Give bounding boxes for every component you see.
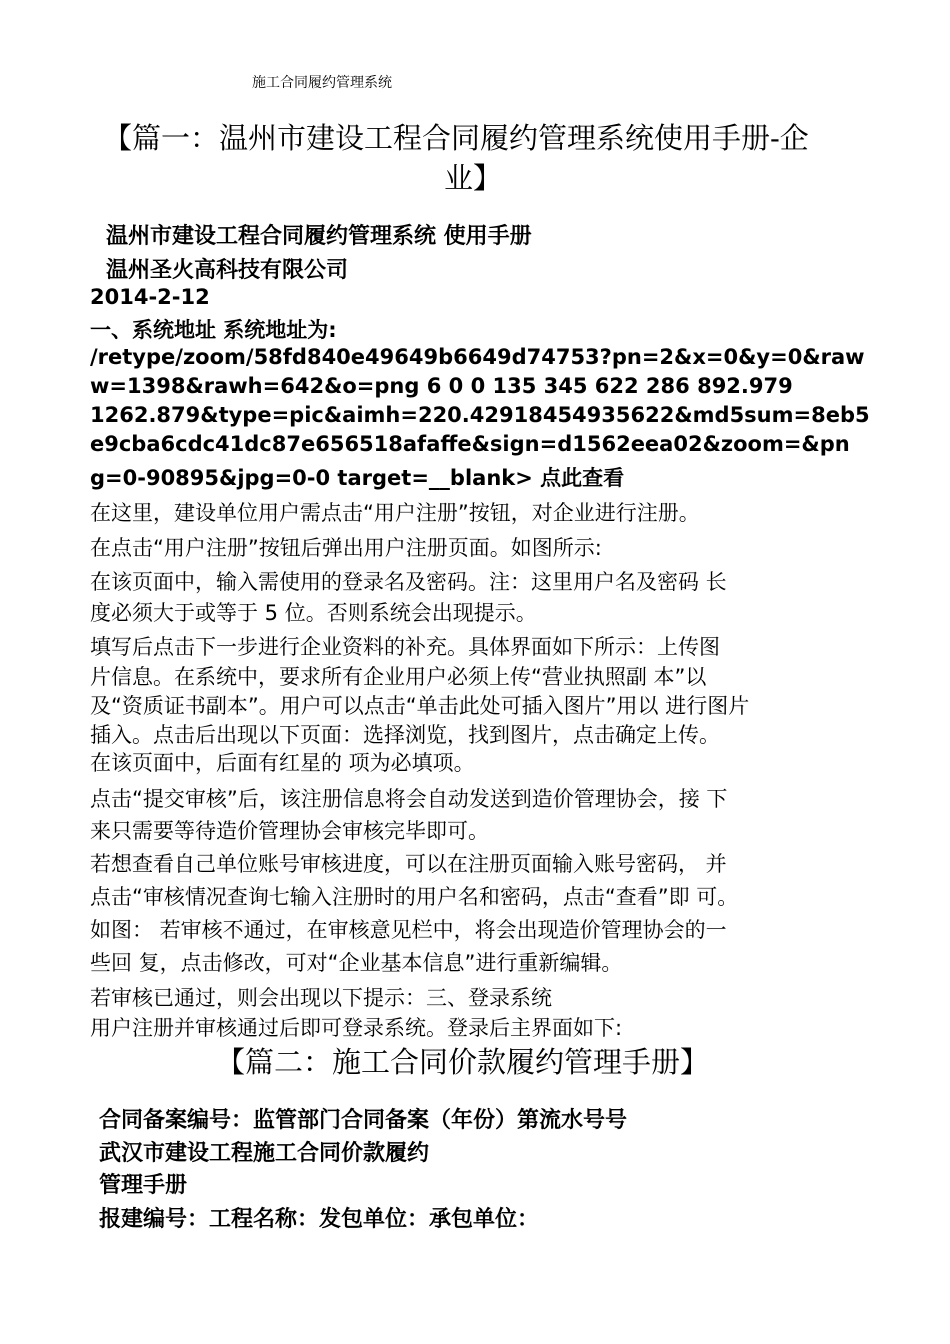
paragraph-line: 来只需要等待造价管理协会审核完毕即可。 <box>90 819 489 843</box>
paragraph-line: 在点击“用户注册”按钮后弹出用户注册页面。如图所示: <box>90 536 602 560</box>
manual-title-line-1: 武汉市建设工程施工合同价款履约 <box>99 1141 430 1166</box>
contract-record-number: 合同备案编号：监管部门合同备案（年份）第流水号号 <box>99 1108 628 1133</box>
paragraph-line: 在该页面中，输入需使用的登录名及密码。注：这里用户名及密码 长 <box>90 570 727 594</box>
paragraph-line: 及“资质证书副本”。用户可以点击“单击此处可插入图片”用以 进行图片 <box>90 694 750 718</box>
paragraph-line: 插入。点击后出现以下页面：选择浏览，找到图片，点击确定上传。 <box>90 723 720 747</box>
paragraph-line: 如图： 若审核不通过，在审核意见栏中，将会出现造价管理协会的一 <box>90 918 727 942</box>
subtitle-manual: 温州市建设工程合同履约管理系统 使用手册 <box>106 224 532 249</box>
project-info-fields: 报建编号：工程名称：发包单位：承包单位： <box>99 1207 540 1232</box>
paragraph-line: g=0-90895&jpg=0-0 target=__blank> 点此查看 <box>90 466 625 490</box>
paragraph-line: 度必须大于或等于 5 位。否则系统会出现提示。 <box>90 601 537 625</box>
paragraph-line: 1262.879&type=pic&aimh=220.42918454935622&md5sum=8eb5 <box>90 403 870 427</box>
paragraph-line: 若想查看自己单位账号审核进度，可以在注册页面输入账号密码， 并 <box>90 852 727 876</box>
paragraph-line: 点击“审核情况查询七输入注册时的用户名和密码，点击“查看”即 可。 <box>90 885 739 909</box>
paragraph-line: 一、系统地址 系统地址为: <box>90 318 337 342</box>
paragraph-line: 些回 复，点击修改，可对“企业基本信息”进行重新编辑。 <box>90 951 623 975</box>
paragraph-line: w=1398&rawh=642&o=png 6 0 0 135 345 622 286 892.979 <box>90 374 793 398</box>
section-title-2: 【篇二：施工合同价款履约管理手册】 <box>216 1045 710 1079</box>
subtitle-company: 温州圣火高科技有限公司 <box>106 258 349 283</box>
paragraph-line: 在该页面中，后面有红星的 项为必填项。 <box>90 751 475 775</box>
paragraph-line: 片信息。在系统中，要求所有企业用户必须上传“营业执照副 本”以 <box>90 665 707 689</box>
paragraph-line: 在这里，建设单位用户需点击“用户注册”按钮，对企业进行注册。 <box>90 501 700 525</box>
paragraph-line: e9cba6cdc41dc87e656518afaffe&sign=d1562eea02&zoom=&pn <box>90 432 850 456</box>
date: 2014-2-12 <box>90 285 210 309</box>
section-title-1-line-2: 业】 <box>444 161 503 195</box>
paragraph-line: 填写后点击下一步进行企业资料的补充。具体界面如下所示：上传图 <box>90 635 720 659</box>
section-title-1-line-1: 【篇一：温州市建设工程合同履约管理系统使用手册-企 <box>103 121 809 155</box>
paragraph-line: 若审核已通过，则会出现以下提示：三、登录系统 <box>90 986 552 1010</box>
paragraph-line: 用户注册并审核通过后即可登录系统。登录后主界面如下: <box>90 1016 623 1040</box>
paragraph-line: /retype/zoom/58fd840e49649b6649d74753?pn=2&x=0&y=0&raw <box>90 345 865 369</box>
running-header: 施工合同履约管理系统 <box>252 75 392 91</box>
paragraph-line: 点击“提交审核”后，该注册信息将会自动发送到造价管理协会，接 下 <box>90 787 728 811</box>
manual-title-line-2: 管理手册 <box>99 1173 188 1198</box>
